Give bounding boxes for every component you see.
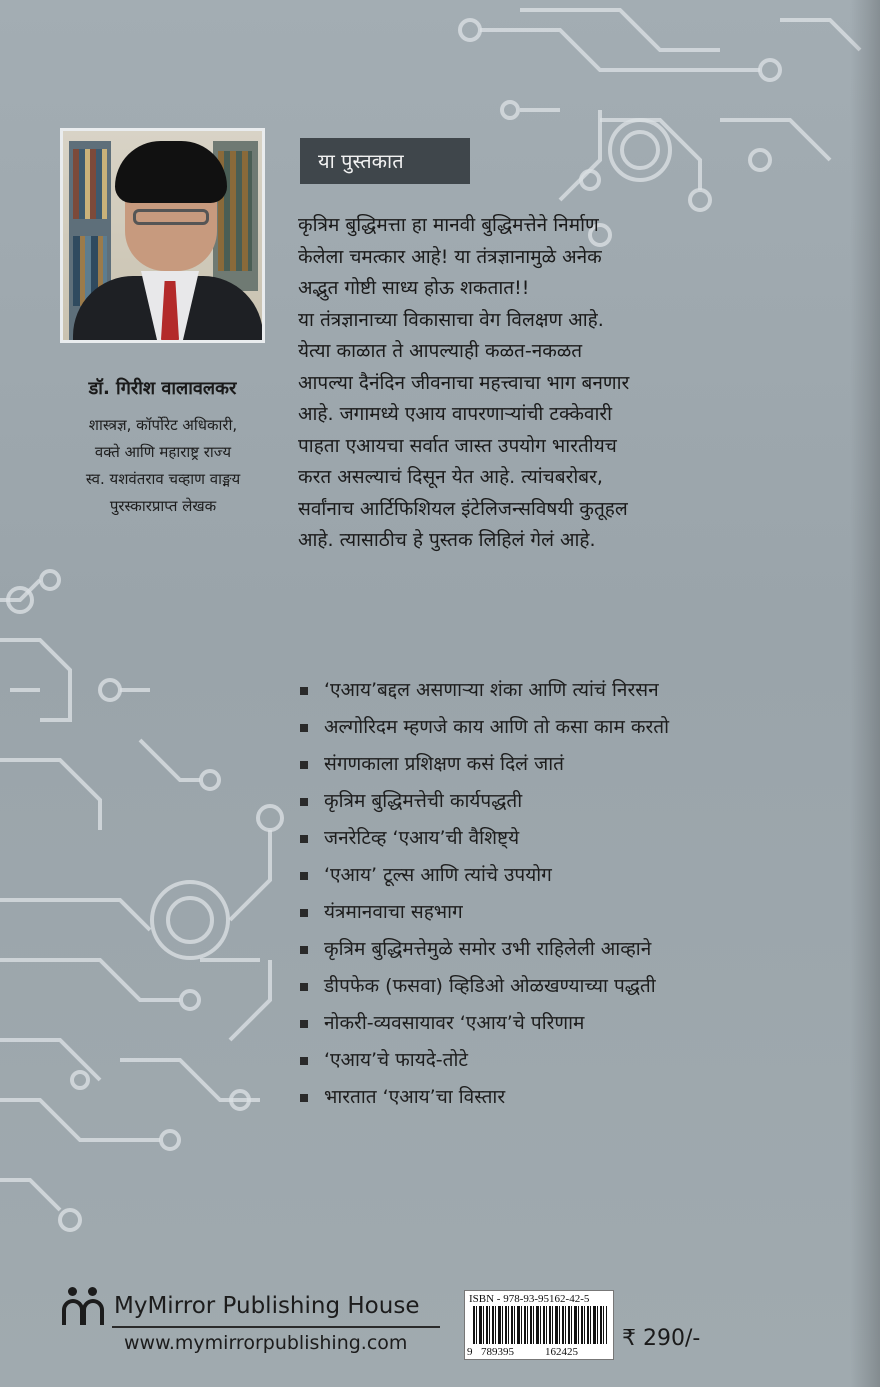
square-bullet-icon (300, 761, 308, 769)
list-item-text: ‘एआय’बद्दल असणाऱ्या शंका आणि त्यांचं निरसन (324, 679, 659, 701)
contents-list (300, 672, 860, 1116)
list-item-text: यंत्रमानवाचा सहभाग (324, 901, 463, 923)
author-bio (48, 412, 278, 520)
list-item (300, 709, 860, 746)
square-bullet-icon (300, 1094, 308, 1102)
mymirror-logo-icon (62, 1287, 106, 1325)
list-item (300, 672, 860, 709)
list-item (300, 857, 860, 894)
square-bullet-icon (300, 835, 308, 843)
list-item (300, 820, 860, 857)
square-bullet-icon (300, 724, 308, 732)
blurb-line: या तंत्रज्ञानाच्या विकासाचा वेग विलक्षण आहे. (298, 308, 604, 331)
isbn-label: ISBN - 978-93-95162-42-5 (469, 1293, 590, 1305)
blurb-line: आपल्या दैनंदिन जीवनाचा महत्त्वाचा भाग बनणार (298, 371, 630, 394)
author-bio-line: शास्त्रज्ञ, कॉर्पोरेट अधिकारी, (88, 416, 238, 434)
author-bio-line: स्व. यशवंतराव चव्हाण वाङ्मय (85, 470, 241, 488)
square-bullet-icon (300, 983, 308, 991)
blurb-line: पाहता एआयचा सर्वात जास्त उपयोग भारतीयच (298, 434, 617, 457)
price-label: ₹ 290/- (622, 1326, 701, 1351)
publisher-divider (112, 1326, 440, 1328)
square-bullet-icon (300, 687, 308, 695)
blurb-line: केलेला चमत्कार आहे! या तंत्रज्ञानामुळे अनेक (298, 245, 602, 268)
barcode-digit-lead: 9 (467, 1346, 473, 1358)
isbn-barcode (464, 1290, 614, 1360)
list-item-text: ‘एआय’चे फायदे-तोटे (324, 1049, 468, 1071)
publisher-brand (62, 1286, 419, 1326)
list-item (300, 1005, 860, 1042)
square-bullet-icon (300, 946, 308, 954)
list-item-text: कृत्रिम बुद्धिमत्तेची कार्यपद्धती (324, 790, 523, 812)
square-bullet-icon (300, 1020, 308, 1028)
list-item-text: अल्गोरिदम म्हणजे काय आणि तो कसा काम करतो (324, 716, 669, 738)
publisher-name: MyMirror Publishing House (114, 1293, 420, 1319)
barcode-bars (473, 1306, 607, 1344)
square-bullet-icon (300, 1057, 308, 1065)
author-name: डॉ. गिरीश वालावलकर (88, 378, 237, 399)
square-bullet-icon (300, 798, 308, 806)
list-item-text: जनरेटिव्ह ‘एआय’ची वैशिष्ट्ये (324, 827, 520, 849)
blurb-line: आहे. जगामध्ये एआय वापरणाऱ्यांची टक्केवारी (298, 403, 613, 425)
list-item (300, 968, 860, 1005)
blurb-line: सर्वांनाच आर्टिफिशियल इंटेलिजन्सविषयी कुतूहल (298, 497, 628, 520)
list-item-text: भारतात ‘एआय’चा विस्तार (324, 1086, 506, 1108)
section-tag: या पुस्तकात (300, 138, 470, 184)
list-item (300, 931, 860, 968)
list-item-text: कृत्रिम बुद्धिमत्तेमुळे समोर उभी राहिलेली आव्हाने (324, 938, 652, 960)
list-item (300, 894, 860, 931)
list-item-text: डीपफेक (फसवा) व्हिडिओ ओळखण्याच्या पद्धती (324, 975, 656, 997)
barcode-digit-group: 789395 (481, 1346, 514, 1358)
blurb-line: करत असल्याचं दिसून येत आहे. त्यांचबरोबर, (298, 466, 603, 488)
blurb-line: येत्या काळात ते आपल्याही कळत-नकळत (298, 340, 583, 362)
blurb-line: कृत्रिम बुद्धिमत्ता हा मानवी बुद्धिमत्तेने निर्माण (298, 214, 599, 236)
list-item-text: नोकरी-व्यवसायावर ‘एआय’चे परिणाम (324, 1012, 585, 1034)
barcode-digit-group: 162425 (545, 1346, 578, 1358)
publisher-url: www.mymirrorpublishing.com (124, 1332, 408, 1354)
blurb-line: आहे. त्यासाठीच हे पुस्तक लिहिलं गेलं आहे. (298, 529, 596, 551)
list-item (300, 746, 860, 783)
author-photo (60, 128, 265, 343)
list-item (300, 1042, 860, 1079)
blurb-line: अद्भुत गोष्टी साध्य होऊ शकतात!! (298, 277, 530, 299)
list-item-text: ‘एआय’ टूल्स आणि त्यांचे उपयोग (324, 864, 552, 886)
list-item-text: संगणकाला प्रशिक्षण कसं दिलं जातं (324, 753, 564, 775)
list-item (300, 1079, 860, 1116)
author-bio-line: वक्ते आणि महाराष्ट्र राज्य (94, 443, 232, 461)
blurb (298, 210, 858, 557)
square-bullet-icon (300, 909, 308, 917)
barcode-digits (467, 1346, 613, 1358)
author-bio-line: पुरस्कारप्राप्त लेखक (109, 497, 217, 515)
square-bullet-icon (300, 872, 308, 880)
list-item (300, 783, 860, 820)
